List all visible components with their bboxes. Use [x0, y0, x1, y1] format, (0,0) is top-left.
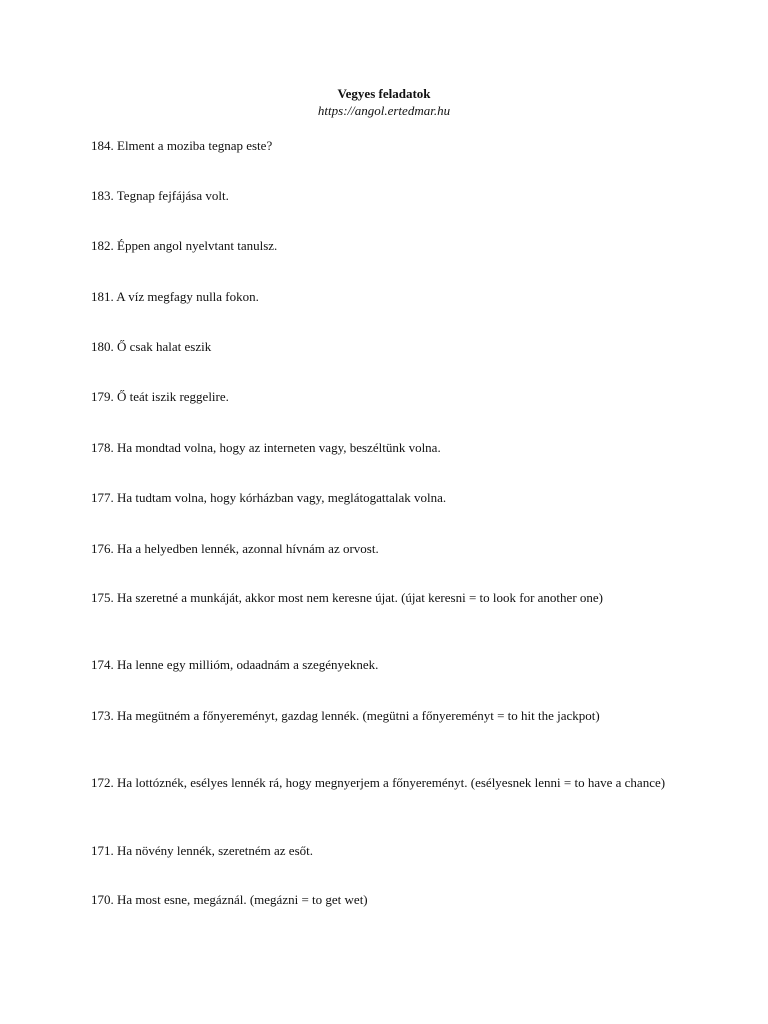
exercise-item: 173. Ha megütném a főnyereményt, gazdag lennék. (megütni a főnyereményt = to hit the jackpot) [91, 708, 600, 723]
document-title: Vegyes feladatok [337, 86, 431, 101]
exercise-item: 172. Ha lottóznék, esélyes lennék rá, hogy megnyerjem a főnyereményt. (esélyesnek lenni = to have a chance) [91, 775, 666, 790]
exercise-item: 184. Elment a moziba tegnap este? [91, 138, 273, 153]
exercise-item: 181. A víz megfagy nulla fokon. [91, 289, 259, 304]
exercise-item: 179. Ő teát iszik reggelire. [91, 389, 229, 404]
exercise-item: 178. Ha mondtad volna, hogy az interneten vagy, beszéltünk volna. [91, 440, 441, 455]
exercise-item: 170. Ha most esne, megáznál. (megázni = to get wet) [91, 892, 368, 907]
exercise-item: 176. Ha a helyedben lennék, azonnal hívnám az orvost. [91, 541, 379, 556]
exercise-item: 174. Ha lenne egy millióm, odaadnám a szegényeknek. [91, 657, 379, 672]
exercise-item: 180. Ő csak halat eszik [91, 339, 212, 354]
exercise-item: 171. Ha növény lennék, szeretném az esőt. [91, 843, 314, 858]
exercise-item: 182. Éppen angol nyelvtant tanulsz. [91, 238, 278, 253]
exercise-item: 183. Tegnap fejfájása volt. [91, 188, 229, 203]
document-subtitle: https://angol.ertedmar.hu [317, 103, 451, 118]
exercise-item: 177. Ha tudtam volna, hogy kórházban vagy, meglátogattalak volna. [91, 490, 447, 505]
exercise-item: 175. Ha szeretné a munkáját, akkor most nem keresne újat. (újat keresni = to look for another one) [91, 590, 603, 605]
